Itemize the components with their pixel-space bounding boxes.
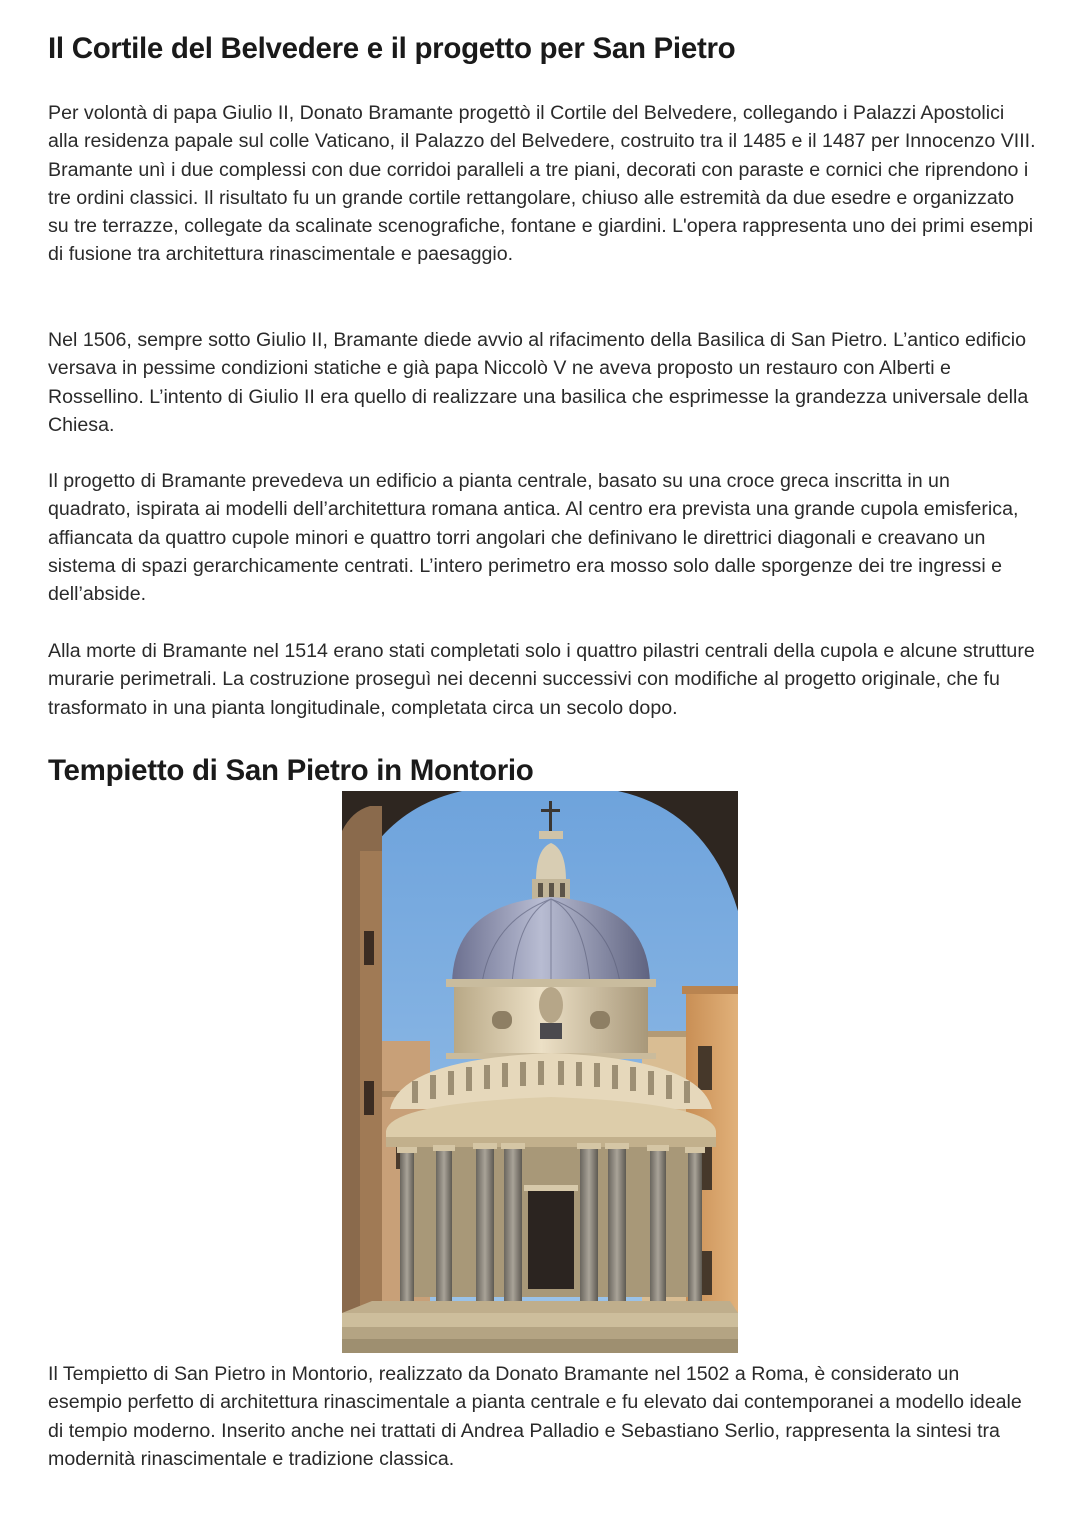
- paragraph-morte: Alla morte di Bramante nel 1514 erano stati completati solo i quattro pilastri centrali della cupola e alcune strutture murarie perimetrali. La costruzione proseguì nei decenni successivi con modifiche al progetto originale, che fu trasformato in una pianta longitudinale, completata circa un secolo dopo.: [48, 640, 1035, 719]
- document-page: [48, 28, 1038, 1470]
- paragraph-tempietto: Il Tempietto di San Pietro in Montorio, realizzato da Donato Bramante nel 1502 a Roma, è considerato un esempio perfetto di architettura rinascimentale a pianta centrale e fu elevato dai contemporanei a modello ideale di tempio moderno. Inserito anche nei trattati di Andrea Palladio e Sebastiano Serlio, rappresenta la sintesi tra modernità rinascimentale e tradizione classica.: [48, 1363, 1022, 1470]
- section-title-tempietto: Tempietto di San Pietro in Montorio: [48, 754, 534, 787]
- paragraph-basilica: Nel 1506, sempre sotto Giulio II, Bramante diede avvio al rifacimento della Basilica di San Pietro. L’antico edificio versava in pessime condizioni statiche e già papa Niccolò V ne aveva proposto un restauro con Alberti e Rossellino. L’intento di Giulio II era quello di realizzare una basilica che esprimesse la grandezza universale della Chiesa.: [48, 329, 1029, 436]
- paragraph-cortile: Per volontà di papa Giulio II, Donato Bramante progettò il Cortile del Belvedere, collegando i Palazzi Apostolici alla residenza papale sul colle Vaticano, il Palazzo del Belvedere, costruito tra il 1485 e il 1487 per Innocenzo VIII. Bramante unì i due complessi con due corridoi paralleli a tre piani, decorati con paraste e cornici che riprendono i tre ordini classici. Il risultato fu un grande cortile rettangolare, chiuso alle estremità da due esedre e organizzato su tre terrazze, collegate da scalinate scenografiche, fontane e giardini. L'opera rappresenta uno dei primi esempi di fusione tra architettura rinascimentale e paesaggio.: [48, 102, 1036, 266]
- paragraph-progetto: Il progetto di Bramante prevedeva un edificio a pianta centrale, basato su una croce greca inscritta in un quadrato, ispirata ai modelli dell’architettura romana antica. Al centro era prevista una grande cupola emisferica, affiancata da quattro cupole minori e quattro torri angolari che definivano le direttrici diagonali e creavano un sistema di spazi gerarchicamente centrati. L’intero perimetro era mosso solo dalle sporgenze dei tre ingressi e dell’abside.: [48, 470, 1019, 606]
- tempietto-photo: [342, 791, 738, 1353]
- page-title: Il Cortile del Belvedere e il progetto per San Pietro: [48, 32, 736, 65]
